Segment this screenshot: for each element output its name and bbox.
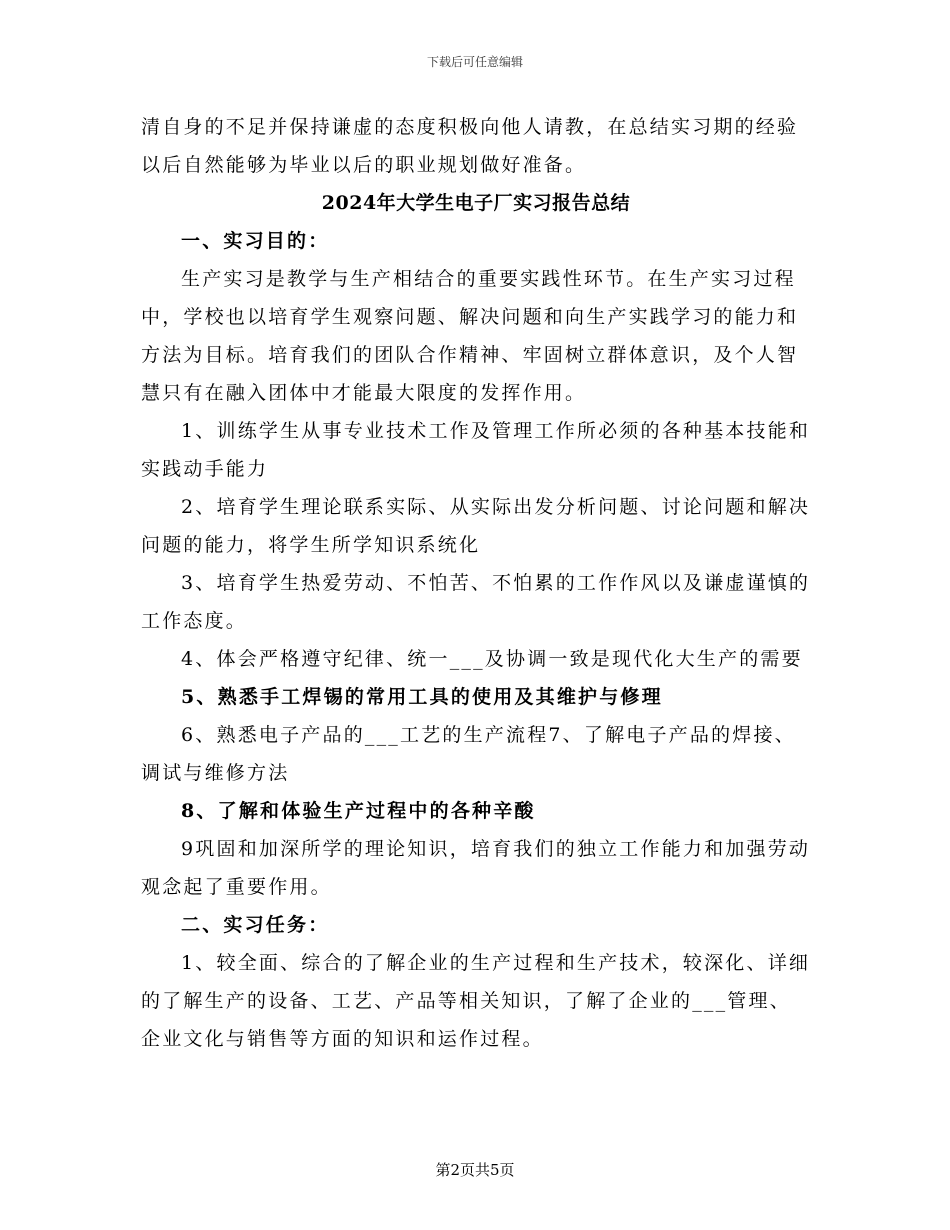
list-item-5: 5、熟悉手工焊锡的常用工具的使用及其维护与修理 <box>181 686 663 708</box>
list-item-9: 9巩固和加深所学的理论知识，培育我们的独立工作能力和加强劳动观念起了重要作用。 <box>141 838 811 898</box>
list-item-6-7: 6、熟悉电子产品的___工艺的生产流程7、了解电子产品的焊接、调试与维修方法 <box>141 724 796 784</box>
section-heading-purpose: 一、实习目的： <box>181 230 330 252</box>
page-header: 下载后可任意编辑 <box>426 55 523 69</box>
list-item-4: 4、体会严格遵守纪律、统一___及协调一致是现代化大生产的需要 <box>181 648 803 670</box>
page-footer: 第2页共5页 <box>435 1161 515 1179</box>
section-heading-tasks: 二、实习任务： <box>181 914 330 936</box>
paragraph-continuation: 清自身的不足并保持谦虚的态度积极向他人请教，在总结实习期的经验以后自然能够为毕业以后的职业规划做好准备。 <box>141 116 799 176</box>
list-item-8: 8、了解和体验生产过程中的各种辛酸 <box>181 800 536 822</box>
list-item-3: 3、培育学生热爱劳动、不怕苦、不怕累的工作作风以及谦虚谨慎的工作态度。 <box>141 572 811 632</box>
document-body <box>141 108 811 1058</box>
paragraph-intro: 生产实习是教学与生产相结合的重要实践性环节。在生产实习过程中，学校也以培育学生观察问题、解决问题和向生产实践学习的能力和方法为目标。培育我们的团队合作精神、牢固树立群体意识，及个人智慧只有在融入团体中才能最大限度的发挥作用。 <box>141 268 799 404</box>
list-item-1: 1、训练学生从事专业技术工作及管理工作所必须的各种基本技能和实践动手能力 <box>141 420 811 480</box>
task-item-1: 1、较全面、综合的了解企业的生产过程和生产技术，较深化、详细的了解生产的设备、工艺、产品等相关知识，了解了企业的___管理、企业文化与销售等方面的知识和运作过程。 <box>141 952 811 1050</box>
list-item-2: 2、培育学生理论联系实际、从实际出发分析问题、讨论问题和解决问题的能力，将学生所学知识系统化 <box>141 496 811 556</box>
document-title: 2024年大学生电子厂实习报告总结 <box>321 192 631 214</box>
